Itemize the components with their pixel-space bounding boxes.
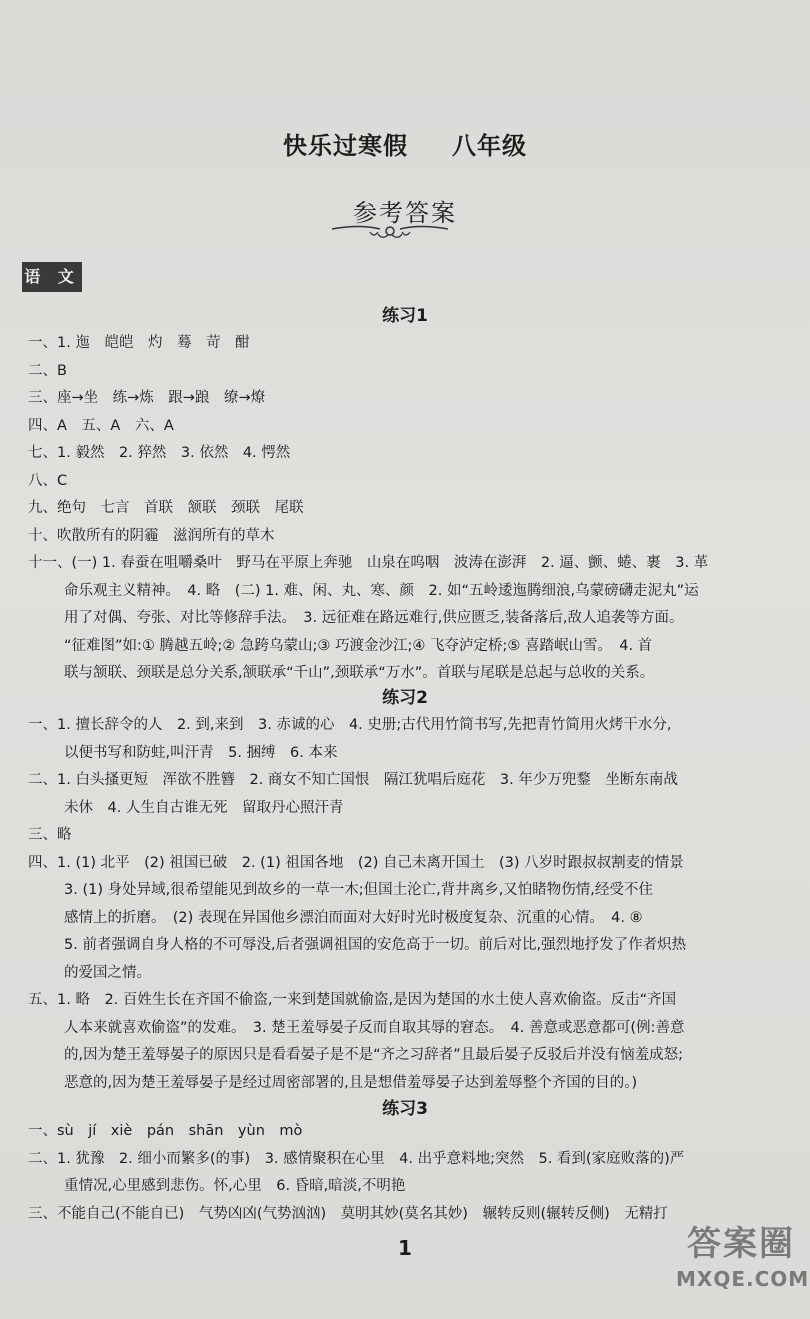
answer-line: 重情况,心里感到悲伤。怀,心里 6. 昏暗,暗淡,不明艳 xyxy=(64,1178,406,1194)
answer-line: “征难图”如:① 腾越五岭;② 急跨乌蒙山;③ 巧渡金沙江;④ 飞夺泸定桥;⑤ 喜踏岷山雪。 4. 首 xyxy=(64,637,653,654)
answer-key-heading: 参考答案 xyxy=(353,199,457,227)
answer-line: 一、1. 迤 皑皑 灼 蓦 苛 酣 xyxy=(28,335,250,351)
answer-line: 用了对偶、夸张、对比等修辞手法。 3. 远征难在路远难行,供应匮乏,装备落后,敌人追袭等方面。 xyxy=(64,610,684,626)
answer-line: 三、略 xyxy=(28,827,72,843)
page-number: 1 xyxy=(398,1236,412,1260)
watermark-url: MXQE.COM xyxy=(676,1267,810,1291)
watermark-logo: 答案圈 xyxy=(687,1224,795,1264)
answer-line: 五、1. 略 2. 百姓生长在齐国不偷盗,一来到楚国就偷盗,是因为楚国的水土使人喜欢偷盗。反击“齐国 xyxy=(28,992,677,1008)
answer-line: 八、C xyxy=(28,472,68,489)
answer-line: 四、1. (1) 北平 (2) 祖国已破 2. (1) 祖国各地 (2) 自己未离开国土 (3) 八岁时跟叔叔割麦的情景 xyxy=(28,854,684,871)
answer-line: 的,因为楚王羞辱晏子的原因只是看看晏子是不是“齐之习辞者”且最后晏子反驳后并没有恼羞成怒; xyxy=(64,1047,684,1063)
exercise-2-title: 练习2 xyxy=(382,688,428,708)
exercise-3-answers xyxy=(28,1118,788,1228)
answer-line: 恶意的,因为楚王羞辱晏子是经过周密部署的,且是想借羞辱晏子达到羞辱整个齐国的目的。) xyxy=(64,1074,638,1091)
exercise-1-answers xyxy=(28,330,788,688)
answer-line: 感情上的折磨。 (2) 表现在异国他乡漂泊而面对大好时光时极度复杂、沉重的心情。 4. ⑧ xyxy=(64,909,643,926)
exercise-2-answers xyxy=(28,712,788,1097)
answer-line: 三、座→坐 练→炼 跟→踉 缭→燎 xyxy=(28,390,266,406)
exercise-1-title: 练习1 xyxy=(382,306,428,326)
answer-line: 人本来就喜欢偷盗”的发难。 3. 楚王羞辱晏子反而自取其辱的窘态。 4. 善意或恶意都可(例:善意 xyxy=(64,1019,685,1036)
answer-line: 联与颔联、颈联是总分关系,颔联承“千山”,颈联承“万水”。首联与尾联是总起与总收的关系。 xyxy=(64,665,655,681)
page-title xyxy=(0,126,810,161)
answer-line: 二、1. 犹豫 2. 细小而繁多(的事) 3. 感情聚积在心里 4. 出乎意料地;突然 5. 看到(家庭败落的)严 xyxy=(28,1150,685,1167)
answer-line: 的爱国之情。 xyxy=(64,964,151,981)
answer-line: 3. (1) 身处异域,很希望能见到故乡的一草一木;但国土沦亡,背井离乡,又怕睹物伤情,经受不住 xyxy=(64,882,653,898)
answer-line: 5. 前者强调自身人格的不可辱没,后者强调祖国的安危高于一切。前后对比,强烈地抒发了作者炽热 xyxy=(64,937,687,953)
book-title: 快乐过寒假 xyxy=(283,132,408,160)
answer-line: 十、吹散所有的阴霾 滋润所有的草木 xyxy=(28,527,275,544)
answer-line: 一、sù jí xiè pán shān yùn mò xyxy=(28,1123,303,1139)
site-watermark xyxy=(676,1222,810,1314)
answer-line: 三、不能自己(不能自已) 气势凶凶(气势汹汹) 莫明其妙(莫名其妙) 辗转反则(辗转反侧) 无精打 xyxy=(28,1205,668,1222)
answer-line: 命乐观主义精神。 4. 略 (二) 1. 难、闲、丸、寒、颜 2. 如“五岭逶迤腾细浪,乌蒙磅礴走泥丸”运 xyxy=(64,582,699,599)
answer-line: 九、绝句 七言 首联 颔联 颈联 尾联 xyxy=(28,500,304,516)
answer-line: 以便书写和防蛀,叫汗青 5. 捆缚 6. 本来 xyxy=(64,744,338,761)
answer-line: 七、1. 毅然 2. 猝然 3. 依然 4. 愕然 xyxy=(28,445,291,461)
answer-line: 未休 4. 人生自古谁无死 留取丹心照汗青 xyxy=(64,799,344,816)
answer-line: 一、1. 擅长辞令的人 2. 到,来到 3. 赤诚的心 4. 史册;古代用竹简书写,先把青竹简用火烤干水分, xyxy=(28,717,672,733)
answer-line: 十一、(一) 1. 春蚕在咀嚼桑叶 野马在平原上奔驰 山泉在呜咽 波涛在澎湃 2. 逼、颤、蜷、裹 3. 革 xyxy=(28,555,709,571)
answer-line: 二、1. 白头搔更短 浑欲不胜簪 2. 商女不知亡国恨 隔江犹唱后庭花 3. 年少万兜鍪 坐断东南战 xyxy=(28,772,678,788)
flourish-ornament-icon xyxy=(330,220,450,242)
answer-line: 四、A 五、A 六、A xyxy=(28,417,174,434)
section-tag-chinese: 语 文 xyxy=(22,262,82,292)
answer-line: 二、B xyxy=(28,362,67,379)
grade-label: 八年级 xyxy=(452,132,527,160)
exercise-3-title: 练习3 xyxy=(382,1099,428,1119)
